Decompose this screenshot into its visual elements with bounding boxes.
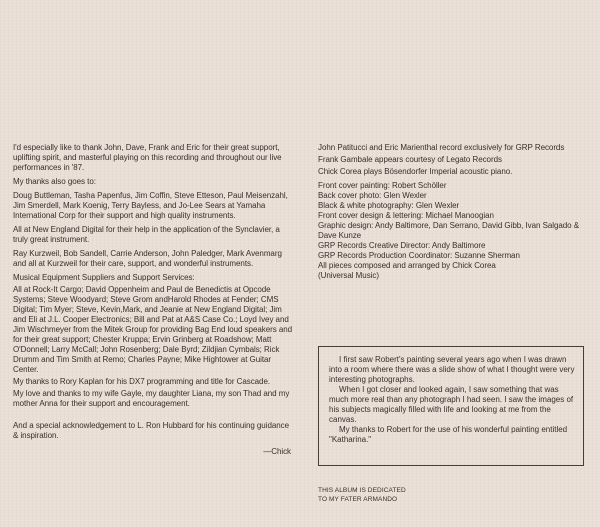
credit-line: GRP Records Creative Director: Andy Baltimore (318, 241, 486, 250)
credit-line: Graphic design: Andy Baltimore, Dan Serrano, David Gibb, Ivan Salgado & Dave Kunze (318, 221, 580, 240)
credit-line: All pieces composed and arranged by Chick Corea (Universal Music) (318, 261, 496, 280)
piano-note: Chick Corea plays Bösendorfer Imperial acoustic piano. (318, 167, 513, 176)
suppliers-heading: Musical Equipment Suppliers and Support Services: (13, 273, 195, 282)
suppliers-list: All at Rock-It Cargo; David Oppenheim and Paul de Benedictis at Opcode Systems; Steve Woodyard; Steve Grom andHarold Rhodes at Fender; CMS Digital; Tim Myer; Steve, Kevin,Mark, and Jeanie at New England Digital; Jim and Eli at J.L. Cooper Electronics; Bill and Pat at A&S Case Co.; Loyd Ivey and Jim Wischmeyer from the Mitek Group for providing Bag End loud speakers and for their great support; Chester Kruppa; Ervin Grinberg at Roadshow; Matt O'Donnell; Larry McCall; John Rosenberg; Dale Byrd; Zildjian Cymbals; Rick Drumm and Tim Smith at Remo; Charles Payne; Mike Hightower at Guitar Center. (13, 285, 293, 374)
dedication-line: THIS ALBUM IS DEDICATED (318, 487, 406, 494)
ned-thanks: All at New England Digital for their help in the application of the Synclavier, a truly great instrument. (13, 225, 280, 244)
painting-note-paragraph: My thanks to Robert for the use of his wonderful painting entitled "Katharina." (329, 425, 568, 444)
acknowledgements-column (13, 143, 293, 461)
credit-line: GRP Records Production Coordinator: Suzanne Sherman (318, 251, 520, 260)
hubbard-acknowledgement: And a special acknowledgement to L. Ron Hubbard for his continuing guidance & inspiration. (13, 421, 289, 440)
credit-line: Front cover design & lettering: Michael Manoogian (318, 211, 494, 220)
legato-note: Frank Gambale appears courtesy of Legato Records (318, 155, 502, 164)
family-thanks: My love and thanks to my wife Gayle, my daughter Liana, my son Thad and my mother Anna for their support and encouragement. (13, 389, 290, 408)
kaplan-thanks: My thanks to Rory Kaplan for his DX7 programming and title for Cascade. (13, 377, 271, 386)
painting-note-text (329, 355, 575, 445)
thanks-paragraph: I'd especially like to thank John, Dave, Frank and Eric for their great support, uplifting spirit, and masterful playing on this recording and throughout our live performances in '87. (13, 143, 282, 172)
signature: —Chick (263, 447, 291, 456)
yamaha-thanks: Doug Buttleman, Tasha Papenfus, Jim Coffin, Steve Etteson, Paul Meisenzahl, Jim Smerdell, Mark Koenig, Terry Bayless, and Jo-Lee Sears at Yamaha International Corp for their support and high quality instruments. (13, 191, 288, 220)
kurzweil-thanks: Ray Kurzweil, Bob Sandell, Carrie Anderson, John Paledger, Mark Avenmarg and all at Kurzweil for their care, support, and wonderful instruments. (13, 249, 282, 268)
painting-note-paragraph: When I got closer and looked again, I saw something that was much more real than any photograph I had seen. I saw the images of his subjects magically filled with life and looking at me from the canvas. (329, 385, 574, 424)
dedication (318, 486, 558, 504)
painting-note-paragraph: I first saw Robert's painting several years ago when I was drawn into a room where there was a slide show of what I thought were very interesting photographs. (329, 355, 575, 384)
grp-note: John Patitucci and Eric Marienthal record exclusively for GRP Records (318, 143, 565, 152)
credit-line: Front cover painting: Robert Schöller (318, 181, 447, 190)
credit-line: Black & white photography: Glen Wexler (318, 201, 460, 210)
thanks-heading: My thanks also goes to: (13, 177, 96, 186)
credits-column (318, 143, 590, 281)
credits-list (318, 181, 590, 281)
credit-line: Back cover photo: Glen Wexler (318, 191, 427, 200)
dedication-line: TO MY FATER ARMANDO (318, 496, 398, 503)
painting-note-box (318, 346, 584, 466)
